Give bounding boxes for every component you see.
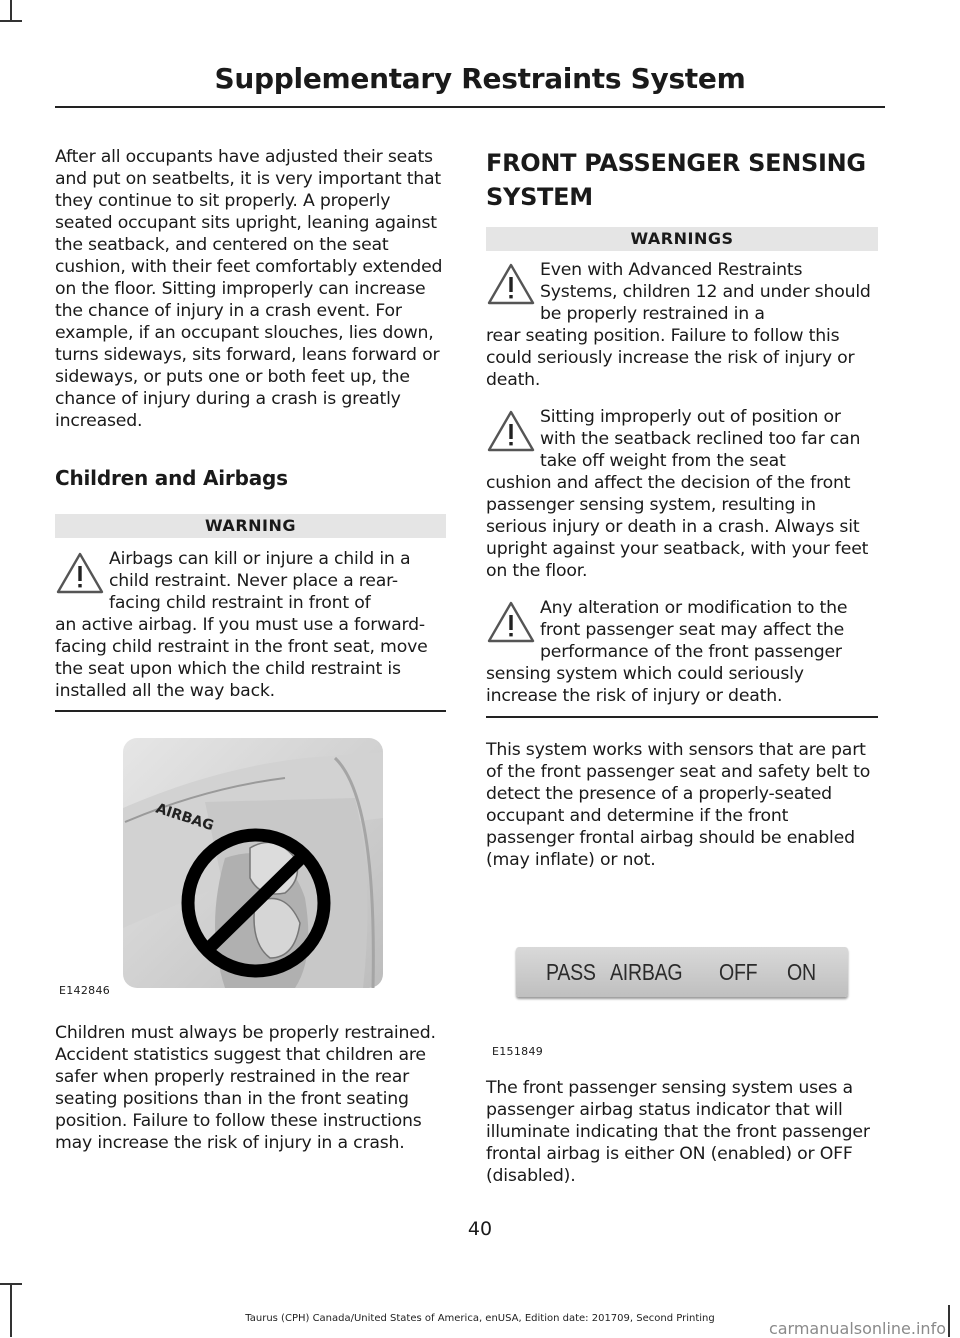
warning-item: [486, 597, 878, 707]
airbag-child-seat-illustration: [55, 738, 446, 1004]
warning-item: [55, 548, 446, 702]
warning-text-first: Airbags can kill or injure a child in a child restraint. Never place a rear-facing child restraint in front of: [109, 549, 411, 613]
warning-triangle-icon: [486, 600, 536, 644]
crop-mark: [10, 1283, 12, 1337]
warning-item: [486, 259, 878, 391]
header-rule: [55, 106, 885, 108]
warning-text: [55, 548, 446, 702]
children-paragraph: Children must always be properly restrained. Accident statistics suggest that children are safer when properly restrained in the rear seating positions than in the front seating position. Failure to follow these instructions may increase the risk of injury in a crash.: [55, 1023, 436, 1153]
warning-triangle-icon: [55, 551, 105, 595]
section-heading: FRONT PASSENGER SENSING SYSTEM: [486, 149, 866, 211]
crop-mark: [0, 1283, 22, 1285]
warning-text-rest: rear seating position. Failure to follow this could seriously increase the risk of injury or death.: [486, 326, 855, 390]
page-number: 40: [467, 1218, 493, 1240]
warning-text-rest: an active airbag. If you must use a forward-facing child restraint in the front seat, move the seat upon which the child restraint is installed all the way back.: [55, 615, 428, 701]
airbag-status-indicator: [516, 947, 848, 997]
warnings-header: WARNINGS: [486, 227, 878, 251]
footer-edition: Taurus (CPH) Canada/United States of America, enUSA, Edition date: 201709, Second Printing: [245, 1313, 715, 1324]
crop-mark: [10, 0, 12, 22]
figure-code: E151849: [492, 1045, 544, 1058]
warning-text: [486, 406, 878, 582]
right-column: [486, 146, 878, 1187]
indicator-off-label: OFF: [719, 959, 758, 985]
warning-text: [486, 597, 878, 707]
warning-text: [486, 259, 878, 391]
indicator-pass-label: PASS: [546, 959, 596, 985]
figure-code: E142846: [59, 984, 111, 997]
watermark: carmanualsonline.info: [768, 1319, 946, 1338]
left-column: [55, 146, 446, 1154]
page-title: Supplementary Restraints System: [214, 62, 746, 95]
indicator-airbag-label: AIRBAG: [610, 959, 683, 985]
warning-text-first: Sitting improperly out of position or with the seatback reclined too far can take off weight from the seat: [540, 407, 861, 471]
warning-text-rest: sensing system which could seriously increase the risk of injury or death.: [486, 664, 804, 706]
warning-triangle-icon: [486, 409, 536, 453]
children-airbags-heading: Children and Airbags: [55, 466, 288, 490]
indicator-on-label: ON: [787, 959, 816, 985]
system-paragraph: This system works with sensors that are part of the front passenger seat and safety belt to detect the presence of a properly-seated occupant and determine if the front passenger frontal airbag should be enabled (may inflate) or not.: [486, 740, 871, 870]
warning-text-first: Any alteration or modification to the front passenger seat may affect the performance of the front passenger: [540, 598, 848, 662]
indicator-paragraph: The front passenger sensing system uses a passenger airbag status indicator that will illuminate indicating that the front passenger frontal airbag is either ON (enabled) or OFF (disabled).: [486, 1078, 870, 1186]
warning-text-rest: cushion and affect the decision of the front passenger sensing system, resulting in serious injury or death in a crash. Always sit upright against your seatback, with your feet on the floor.: [486, 473, 869, 581]
airbag-figure-text: AIRBAG: [153, 800, 216, 835]
passenger-airbag-indicator-figure: [486, 947, 878, 1057]
warning-item: [486, 406, 878, 582]
warning-header: WARNING: [55, 514, 446, 538]
intro-paragraph: After all occupants have adjusted their seats and put on seatbelts, it is very important that they continue to sit properly. A properly seated occupant sits upright, leaning against the seatback, and centered on the seat cushion, with their feet comfortably extended on the floor. Sitting improperly can increase the chance of injury in a crash event. For example, if an occupant slouches, lies down, turns sideways, sits forward, leans forward or sideways, or puts one or both feet up, the chance of injury during a crash is greatly increased.: [55, 147, 443, 431]
airbag-child-seat-figure: [55, 738, 446, 1004]
warning-triangle-icon: [486, 262, 536, 306]
warning-text-first: Even with Advanced Restraints Systems, children 12 and under should be properly restrained in a: [540, 260, 871, 324]
crop-mark: [0, 20, 22, 22]
